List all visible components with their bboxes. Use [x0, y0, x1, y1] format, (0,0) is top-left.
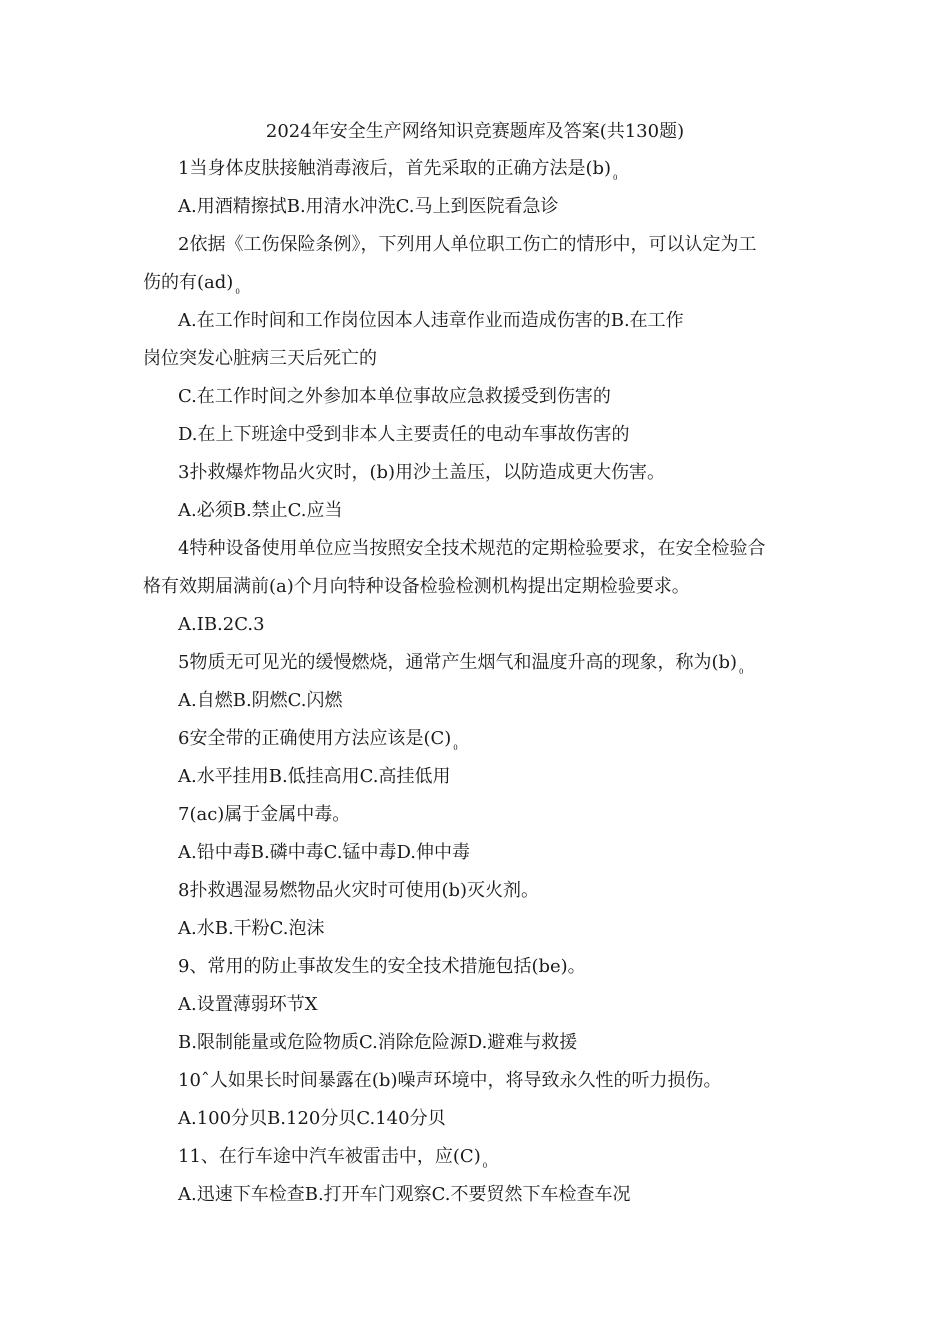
- question-4-cont: 格有效期届满前(a)个月向特种设备检验检测机构提出定期检验要求。: [143, 576, 690, 597]
- question-9: 9、常用的防止事故发生的安全技术措施包括(be)。: [178, 956, 586, 977]
- subscript-mark: 0: [482, 1162, 488, 1170]
- subscript-mark: 0: [613, 174, 618, 182]
- question-8: 8扑救遇湿易燃物品火灾时可使用(b)灭火剂。: [178, 880, 540, 901]
- options-5: A.自燃B.阴燃C.闪燃: [178, 690, 343, 711]
- options-2a: A.在工作时间和工作岗位因本人违章作业而造成伤害的B.在工作: [178, 310, 684, 331]
- options-4: A.IB.2C.3: [178, 614, 265, 635]
- question-7: 7(ac)属于金属中毒。: [178, 804, 351, 825]
- options-11: A.迅速下车检查B.打开车门观察C.不要贸然下车检查车况: [178, 1184, 631, 1205]
- options-10: A.100分贝B.120分贝C.140分贝: [178, 1108, 446, 1129]
- question-1: 1当身体皮肤接触消毒液后，首先采取的正确方法是(b) $_0$: [178, 158, 618, 182]
- subscript-mark: 0: [453, 744, 458, 752]
- options-1: A.用酒精擦拭B.用清水冲洗C.马上到医院看急诊: [178, 196, 559, 217]
- options-9b: B.限制能量或危险物质C.消除危险源D.避难与救援: [178, 1032, 578, 1053]
- question-11: 11、在行车途中汽车被雷击中，应(C) $_0$: [178, 1146, 488, 1170]
- options-2a-cont: 岗位突发心脏病三天后死亡的: [143, 348, 377, 369]
- options-9a: A.设置薄弱环节X: [178, 994, 318, 1015]
- document-title: 2024年安全生产网络知识竞赛题库及答案(共130题): [265, 121, 685, 142]
- options-8: A.水B.干粉C.泡沫: [178, 918, 325, 939]
- options-3: A.必须B.禁止C.应当: [178, 500, 343, 521]
- options-2c: C.在工作时间之外参加本单位事故应急救援受到伤害的: [178, 386, 611, 407]
- subscript-mark: 0: [235, 288, 240, 296]
- options-2d: D.在上下班途中受到非本人主要责任的电动车事故伤害的: [178, 424, 630, 445]
- question-5: 5物质无可见光的缓慢燃烧，通常产生烟气和温度升高的现象，称为(b) $_0$: [178, 652, 744, 676]
- question-2: 2依据《工伤保险条例》，下列用人单位职工伤亡的情形中，可以认定为工: [178, 234, 757, 255]
- question-3: 3扑救爆炸物品火灾时，(b)用沙土盖压，以防造成更大伤害。: [178, 462, 666, 483]
- question-10: 10ˆ人如果长时间暴露在(b)噪声环境中，将导致永久性的听力损伤。: [178, 1070, 722, 1091]
- question-6: 6安全带的正确使用方法应该是(C) $_0$: [178, 728, 458, 752]
- options-6: A.水平挂用B.低挂高用C.高挂低用: [178, 766, 451, 787]
- question-2-cont: 伤的有(ad) $_0$: [143, 272, 240, 296]
- options-7: A.铅中毒B.磷中毒C.锰中毒D.伸中毒: [178, 842, 471, 863]
- subscript-mark: 0: [739, 668, 744, 676]
- question-4: 4特种设备使用单位应当按照安全技术规范的定期检验要求，在安全检验合: [178, 538, 766, 559]
